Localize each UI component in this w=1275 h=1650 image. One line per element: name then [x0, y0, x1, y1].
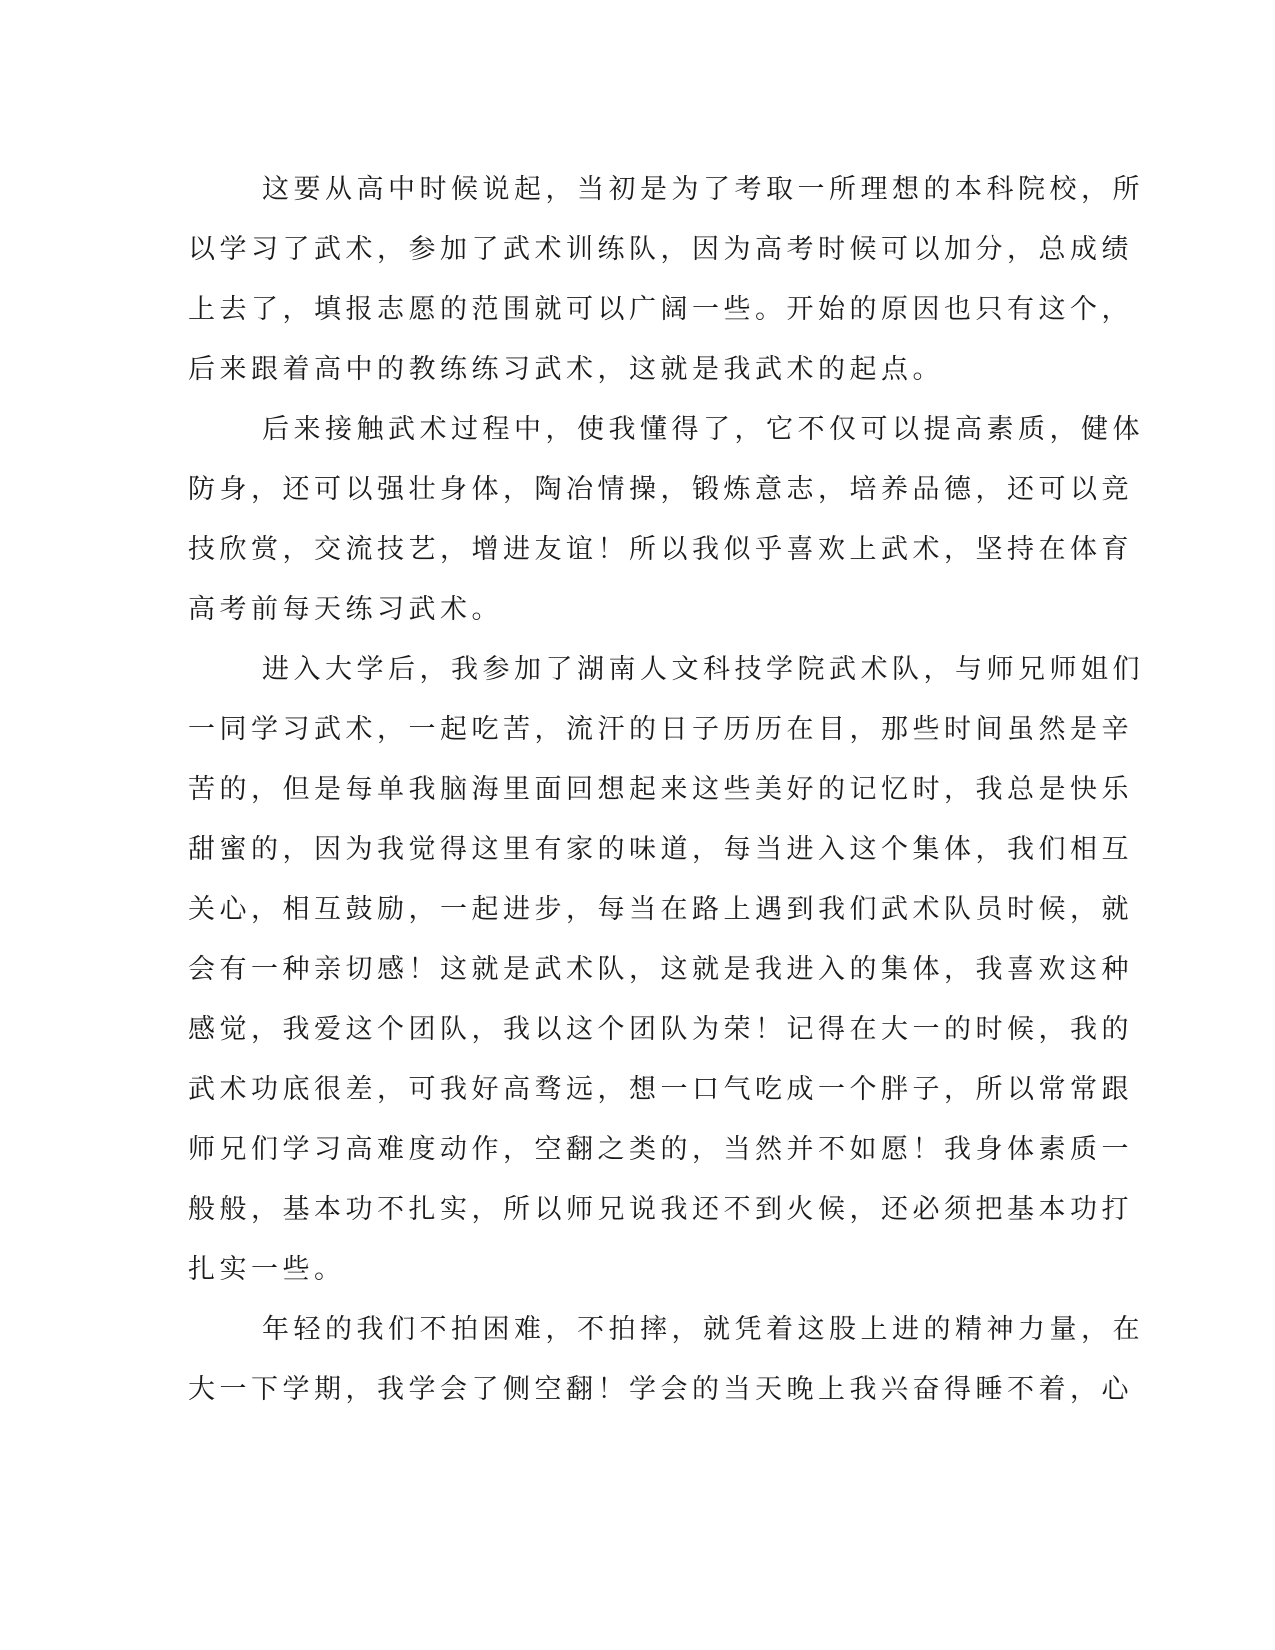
text-line: 一同学习武术，一起吃苦，流汗的日子历历在目，那些时间虽然是辛 — [188, 714, 1133, 745]
paragraph-4 — [188, 1300, 1144, 1420]
text-line: 后来接触武术过程中，使我懂得了，它不仅可以提高素质，健体 — [262, 414, 1144, 445]
text-line: 般般，基本功不扎实，所以师兄说我还不到火候，还必须把基本功打 — [188, 1194, 1133, 1225]
paragraph-3 — [188, 640, 1144, 1300]
text-line: 师兄们学习高难度动作，空翻之类的，当然并不如愿！我身体素质一 — [188, 1134, 1133, 1165]
text-line: 会有一种亲切感！这就是武术队，这就是我进入的集体，我喜欢这种 — [188, 954, 1133, 985]
text-line: 关心，相互鼓励，一起进步，每当在路上遇到我们武术队员时候，就 — [188, 894, 1133, 925]
text-line: 大一下学期，我学会了侧空翻！学会的当天晚上我兴奋得睡不着，心 — [188, 1374, 1133, 1405]
text-line: 后来跟着高中的教练练习武术，这就是我武术的起点。 — [188, 354, 944, 385]
text-line: 年轻的我们不拍困难，不拍摔，就凭着这股上进的精神力量，在 — [262, 1314, 1144, 1345]
text-line: 感觉，我爱这个团队，我以这个团队为荣！记得在大一的时候，我的 — [188, 1014, 1133, 1045]
text-line: 防身，还可以强壮身体，陶冶情操，锻炼意志，培养品德，还可以竞 — [188, 474, 1133, 505]
text-line: 进入大学后，我参加了湖南人文科技学院武术队，与师兄师姐们 — [262, 654, 1144, 685]
document-body — [188, 160, 1144, 1420]
text-line: 高考前每天练习武术。 — [188, 594, 503, 625]
paragraph-2 — [188, 400, 1144, 640]
paragraph-1 — [188, 160, 1144, 400]
text-line: 扎实一些。 — [188, 1254, 346, 1285]
text-line: 这要从高中时候说起，当初是为了考取一所理想的本科院校，所 — [262, 174, 1144, 205]
text-line: 技欣赏，交流技艺，增进友谊！所以我似乎喜欢上武术，坚持在体育 — [188, 534, 1133, 565]
text-line: 以学习了武术，参加了武术训练队，因为高考时候可以加分，总成绩 — [188, 234, 1133, 265]
text-line: 苦的，但是每单我脑海里面回想起来这些美好的记忆时，我总是快乐 — [188, 774, 1133, 805]
text-line: 武术功底很差，可我好高骛远，想一口气吃成一个胖子，所以常常跟 — [188, 1074, 1133, 1105]
text-line: 上去了，填报志愿的范围就可以广阔一些。开始的原因也只有这个， — [188, 294, 1133, 325]
text-line: 甜蜜的，因为我觉得这里有家的味道，每当进入这个集体，我们相互 — [188, 834, 1133, 865]
